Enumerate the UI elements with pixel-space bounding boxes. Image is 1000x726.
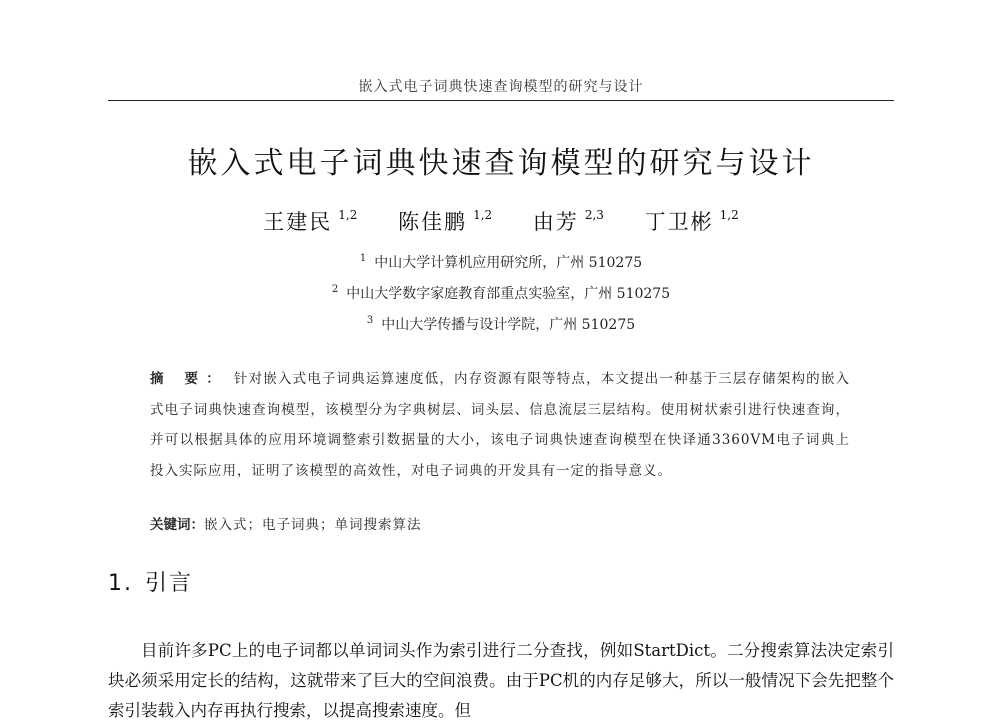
keywords [150,513,850,533]
affiliation-text: 中山大学计算机应用研究所，广州 510275 [374,255,643,271]
author-affiliation-marker: 1,2 [338,208,358,222]
abstract-label: 摘 要： [150,371,228,387]
running-header: 嵌入式电子词典快速查询模型的研究与设计 [358,79,644,95]
author-affiliation-marker: 2,3 [584,208,604,222]
author-4 [645,206,739,236]
author-affiliation-marker: 1,2 [719,208,739,222]
keywords-text: 嵌入式；电子词典；单词搜索算法 [204,517,422,533]
paper-title: 嵌入式电子词典快速查询模型的研究与设计 [187,146,815,181]
author-name: 陈佳鹏 [398,210,468,234]
section-number: 1. [108,571,133,596]
affiliation-marker: 1 [359,253,367,264]
affiliation-marker: 2 [331,284,339,295]
author-name: 王建民 [263,210,333,234]
author-list [108,206,894,236]
author-3 [533,206,604,236]
author-affiliation-marker: 1,2 [473,208,493,222]
affiliation-2 [108,283,894,303]
author-name: 丁卫彬 [644,210,714,234]
affiliation-text: 中山大学传播与设计学院，广州 510275 [381,317,636,333]
abstract [150,364,850,486]
author-2 [398,206,492,236]
header-rule [108,100,894,101]
abstract-text: 针对嵌入式电子词典运算速度低，内存资源有限等特点，本文提出一种基于三层存储架构的嵌入式电子词典快速查询模型，该模型分为字典树层、词头层、信息流层三层结构。使用树状索引进行快速查询，并可以根据具体的应用环境调整索引数据量的大小，该电子词典快速查询模型在快译通3360VM电子词典上投入实际应用，证明了该模型的高效性，对电子词典的开发具有一定的指导意义。 [150,371,851,479]
keywords-label: 关键词： [150,517,204,533]
author-1 [263,206,357,236]
section-title: 引言 [145,571,194,596]
author-name: 由芳 [532,210,579,234]
body-paragraph: 目前许多PC上的电子词都以单词词头作为索引进行二分查找，例如StartDict。二分搜索算法决定索引块必须采用定长的结构，这就带来了巨大的空间浪费。由于PC机的内存足够大，所以一般情况下会先把整个索引装载入内存再执行搜索，以提高搜索速度。但 [108,641,894,720]
affiliation-3 [108,314,894,334]
section-heading [108,566,193,597]
affiliation-1 [108,252,894,272]
affiliation-marker: 3 [366,315,374,326]
affiliation-text: 中山大学数字家庭教育部重点实验室，广州 510275 [346,286,671,302]
